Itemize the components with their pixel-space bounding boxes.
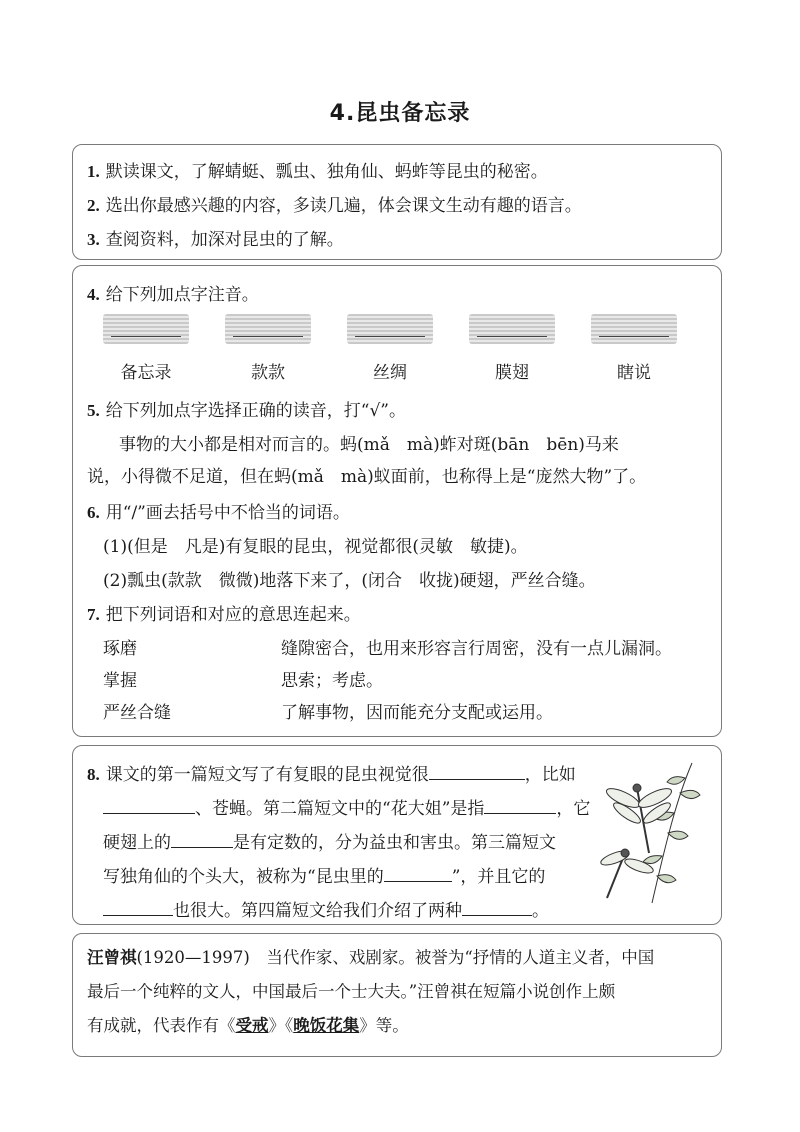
author-bio-box: [72, 933, 722, 1057]
pinyin-answer-slot[interactable]: [591, 314, 677, 344]
q8-text: ，比如: [524, 765, 576, 785]
q6-number: 6.: [87, 503, 100, 522]
pinyin-answer-slot[interactable]: [225, 314, 311, 344]
q4-word: 瞎说: [617, 363, 651, 383]
q7-meaning[interactable]: 思索；考虑。: [281, 671, 383, 691]
q8-text: 。: [532, 901, 549, 921]
q7-term[interactable]: 琢磨: [103, 639, 137, 659]
pinyin-answer-slot[interactable]: [469, 314, 555, 344]
goal-number: 1.: [87, 162, 100, 181]
pinyin-answer-slot[interactable]: [103, 314, 189, 344]
answer-blank[interactable]: [103, 899, 173, 916]
goal-text: 查阅资料，加深对昆虫的了解。: [105, 230, 344, 250]
q4-word: 款款: [251, 363, 285, 383]
goal-number: 3.: [87, 230, 100, 249]
q4-word: 丝绸: [373, 363, 407, 383]
q4-number: 4.: [87, 285, 100, 304]
dragonfly-icon: [599, 848, 655, 898]
bio-line: 最后一个纯粹的文人，中国最后一个士大夫。”汪曾祺在短篇小说创作上颇: [87, 982, 616, 1001]
q8-text: 课文的第一篇短文写了有复眼的昆虫视觉很: [105, 765, 429, 785]
bio-text: 当代作家、戏剧家。被誉为“抒情的人道主义者，中国: [249, 948, 655, 967]
q8-text: 是有定数的，分为益虫和害虫。第三篇短文: [233, 833, 556, 853]
dragonfly-illustration: [597, 758, 707, 908]
q8-number: 8.: [87, 765, 100, 784]
answer-blank[interactable]: [484, 797, 556, 814]
q4-word: 备忘录: [120, 363, 172, 383]
work-title: 受戒: [235, 1016, 269, 1035]
answer-blank[interactable]: [103, 797, 195, 814]
q8-line: [103, 828, 556, 853]
q7-term[interactable]: 严丝合缝: [103, 703, 171, 723]
exercise-box: [72, 265, 722, 737]
goals-box: [72, 144, 722, 260]
goal-text: 选出你最感兴趣的内容，多读几遍，体会课文生动有趣的语言。: [105, 196, 582, 216]
q5-number: 5.: [87, 401, 100, 420]
q5-prompt: [87, 396, 406, 421]
q8-text: 写独角仙的个头大，被称为“昆虫里的: [103, 867, 384, 887]
q8-line: [87, 760, 576, 785]
bio-text: 有成就，代表作有《: [87, 1016, 236, 1035]
q6-item1: (1)(但是 凡是)有复眼的昆虫，视觉都很(灵敏 敏捷)。: [103, 537, 528, 557]
work-title: 晚饭花集: [293, 1016, 360, 1035]
q4-prompt: [87, 280, 259, 305]
answer-blank[interactable]: [171, 831, 233, 848]
leaf-icon: [680, 790, 700, 798]
q7-text: 把下列词语和对应的意思连起来。: [105, 605, 361, 625]
bio-text: 》《: [268, 1016, 294, 1035]
goal-item: [87, 225, 344, 250]
q8-line: [103, 896, 549, 921]
q4-word: 膜翅: [495, 363, 529, 383]
bio-line: [87, 944, 654, 968]
q5-text: 给下列加点字选择正确的读音，打“√”。: [105, 401, 406, 421]
author-name: 汪曾祺: [87, 948, 137, 967]
pinyin-answer-slot[interactable]: [347, 314, 433, 344]
leaf-icon: [657, 875, 676, 883]
q6-item2: (2)瓢虫(款款 微微)地落下来了，(闭合 收拢)硬翅，严丝合缝。: [103, 571, 596, 591]
q8-text: ，它: [556, 799, 591, 819]
q6-prompt: [87, 498, 350, 523]
q8-text: 、苍蝇。第二篇短文中的“花大姐”是指: [195, 799, 485, 819]
q7-meaning[interactable]: 缝隙密合，也用来形容言行周密，没有一点儿漏洞。: [281, 639, 672, 659]
q7-meaning[interactable]: 了解事物，因而能充分支配或运用。: [281, 703, 553, 723]
q7-term[interactable]: 掌握: [103, 671, 137, 691]
leaf-icon: [643, 856, 662, 864]
q8-box: [72, 745, 722, 925]
answer-blank[interactable]: [384, 865, 452, 882]
goal-number: 2.: [87, 196, 100, 215]
answer-blank[interactable]: [462, 899, 532, 916]
leaf-icon: [668, 831, 688, 839]
goal-item: [87, 157, 548, 182]
goal-text: 默读课文，了解蜻蜓、瓢虫、独角仙、蚂蚱等昆虫的秘密。: [105, 162, 548, 182]
bio-text: 》等。: [359, 1016, 409, 1035]
author-years: (1920—1997): [136, 948, 250, 967]
bio-line: [87, 1012, 409, 1036]
goal-item: [87, 191, 582, 216]
q8-line: [103, 862, 545, 887]
q5-passage-line1: 事物的大小都是相对而言的。蚂(mǎ mà)蚱对斑(bān bēn)马来: [119, 435, 619, 455]
q7-prompt: [87, 600, 361, 625]
q8-text: ”，并且它的: [451, 867, 546, 887]
leaf-icon: [667, 777, 685, 785]
page-title: 4.昆虫备忘录: [329, 101, 471, 126]
q8-line: [103, 794, 590, 819]
q5-passage-line2: 说，小得微不足道，但在蚂(mǎ mà)蚁面前，也称得上是“庞然大物”了。: [87, 467, 647, 487]
answer-blank[interactable]: [429, 763, 525, 780]
q7-number: 7.: [87, 605, 100, 624]
q4-text: 给下列加点字注音。: [105, 285, 259, 305]
q8-text: 硬翅上的: [103, 833, 171, 853]
q8-text: 也很大。第四篇短文给我们介绍了两种: [173, 901, 462, 921]
q6-text: 用“/”画去括号中不恰当的词语。: [105, 503, 350, 523]
